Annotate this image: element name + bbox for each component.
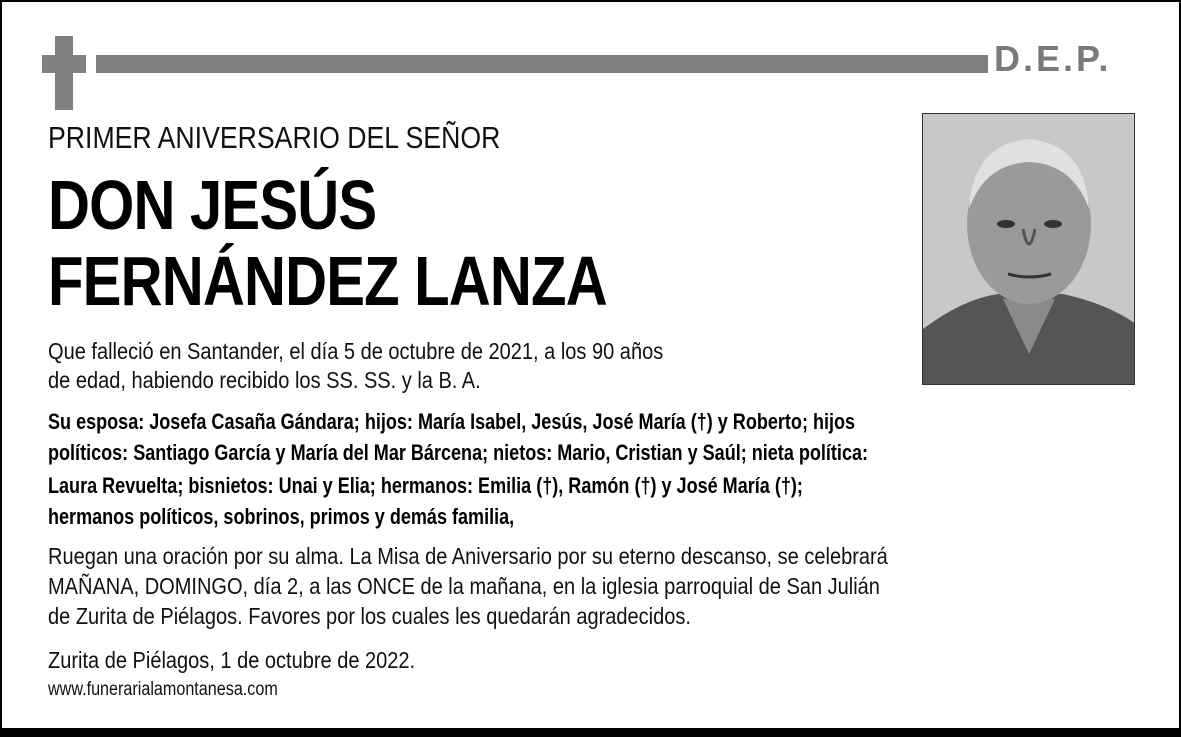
website: www.funerarialamontanesa.com [48, 679, 278, 700]
cross-icon [55, 36, 73, 110]
deceased-name-line-1: DON JESÚS [48, 166, 377, 244]
mass-text: Ruegan una oración por su alma. La Misa de Aniversario por su eterno descanso, se celebrará [48, 543, 888, 569]
mass-text: MAÑANA, DOMINGO, día 2, a las ONCE de la mañana, en la iglesia parroquial de San Julián [48, 573, 880, 599]
family-text: Su esposa: Josefa Casaña Gándara; hijos: María Isabel, Jesús, José María (†) y Roberto; hijos [48, 409, 856, 434]
deceased-photo [922, 113, 1135, 385]
death-text: Que falleció en Santander, el día 5 de octubre de 2021, a los 90 años [48, 338, 664, 364]
family-text: políticos: Santiago García y María del Mar Bárcena; nietos: Mario, Cristian y Saúl; nieta política: [48, 440, 869, 465]
dep-label: D.E.P. [994, 38, 1112, 79]
death-text: de edad, habiendo recibido los SS. SS. y la B. A. [48, 367, 481, 393]
deceased-name-line-2: FERNÁNDEZ LANZA [48, 242, 607, 320]
family-text: Laura Revuelta; bisnietos: Unai y Elia; hermanos: Emilia (†), Ramón (†) y José María (†); [48, 473, 803, 498]
header-rule [96, 55, 988, 73]
family-text: hermanos políticos, sobrinos, primos y demás familia, [48, 504, 515, 529]
portrait-image [923, 114, 1135, 385]
place-date: Zurita de Piélagos, 1 de octubre de 2022. [48, 647, 416, 673]
cross-icon-arm [42, 55, 86, 73]
bottom-border [2, 728, 1179, 737]
mass-text: de Zurita de Piélagos. Favores por los cuales les quedarán agradecidos. [48, 603, 691, 629]
pretitle: PRIMER ANIVERSARIO DEL SEÑOR [48, 120, 501, 155]
